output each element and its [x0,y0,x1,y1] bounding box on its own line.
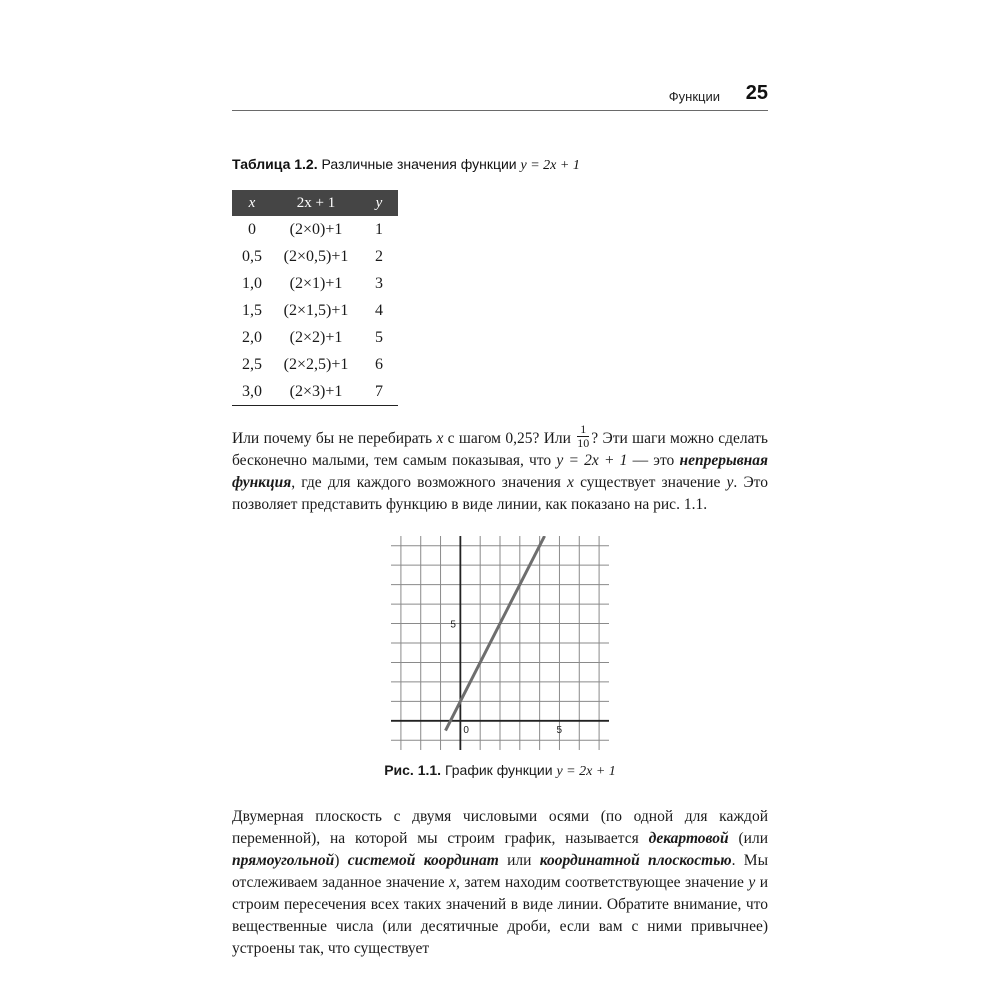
table-cell: (2×1)+1 [289,274,343,292]
values-table [232,190,398,406]
table-header-expression: 2x + 1 [272,190,360,216]
table-cell: (2×0,5)+1 [283,247,349,265]
table-header-y: y [360,190,398,216]
figure-caption-formula: y = 2x + 1 [556,764,616,779]
table-cell: 0 [248,220,256,238]
figure-caption [0,762,1000,780]
table-cell: (2×2)+1 [289,328,343,346]
table-caption-formula: y = 2x + 1 [520,158,580,173]
table-caption-text: Различные значения функции [321,156,517,172]
table-cell: 1 [375,220,383,238]
table-cell: 1,5 [242,301,262,319]
table-header-row [232,190,398,216]
figure-caption-number: Рис. 1.1. [384,762,442,778]
table-row [232,324,398,351]
table-cell: 5 [375,328,383,346]
table-row [232,351,398,378]
tick-label-x: 5 [556,724,563,736]
table-caption [232,156,580,174]
table-row [232,216,398,243]
paragraph-cartesian-plane: Двумерная плоскость с двумя числовыми осями (по одной для каждой переменной), на которой мы строим график, называется декартовой (или прямоугольной) системой координат или координатной плоскостью. Мы отслеживаем заданное значение x, затем находим соответствующее значение y и строим пересечения всех таких значений в виде линии. Обратите внимание, что вещественные числа (или десятичные дроби, если вам с ними привычнее) устроены так, что существует [232,808,768,957]
function-graph [391,536,609,750]
table-row [232,270,398,297]
table-cell: 3,0 [232,378,272,406]
table-cell: 7 [360,378,398,406]
table-cell: 0,5 [242,247,262,265]
tick-label-origin: 0 [463,724,469,736]
table-cell: (2×3)+1 [272,378,360,406]
running-head [232,82,768,111]
table-row [232,297,398,324]
figure-caption-text: График функции [444,762,553,778]
table-cell: 1,0 [242,274,262,292]
table-cell: 4 [375,301,383,319]
fraction-one-tenth: $\frac{1}{10}$ [577,421,590,450]
tick-label-y: 5 [450,619,456,631]
section-title: Функции [668,89,720,104]
paragraph-continuous-function: Или почему бы не перебирать x с шагом 0,25? Или $\frac{1}{10}$ ? Эти шаги можно сделать бесконечно малыми, тем самым показывая, что y = 2x + 1 — это непрерывная функция, где для каждого возможного значения x существует значение y. Это позволяет представить функцию в виде линии, как показано на рис. 1.1. [232,421,768,513]
table-cell: 2,5 [242,355,262,373]
table-cell: (2×0)+1 [289,220,343,238]
table-caption-number: Таблица 1.2. [232,156,318,172]
table-cell: (2×1,5)+1 [283,301,349,319]
table-row [232,378,398,406]
table-cell: (2×2,5)+1 [283,355,349,373]
table-row [232,243,398,270]
table-header-x: x [232,190,272,216]
table-cell: 3 [375,274,383,292]
page-number: 25 [745,82,768,104]
table-cell: 6 [375,355,383,373]
table-cell: 2,0 [242,328,262,346]
table-cell: 2 [375,247,383,265]
